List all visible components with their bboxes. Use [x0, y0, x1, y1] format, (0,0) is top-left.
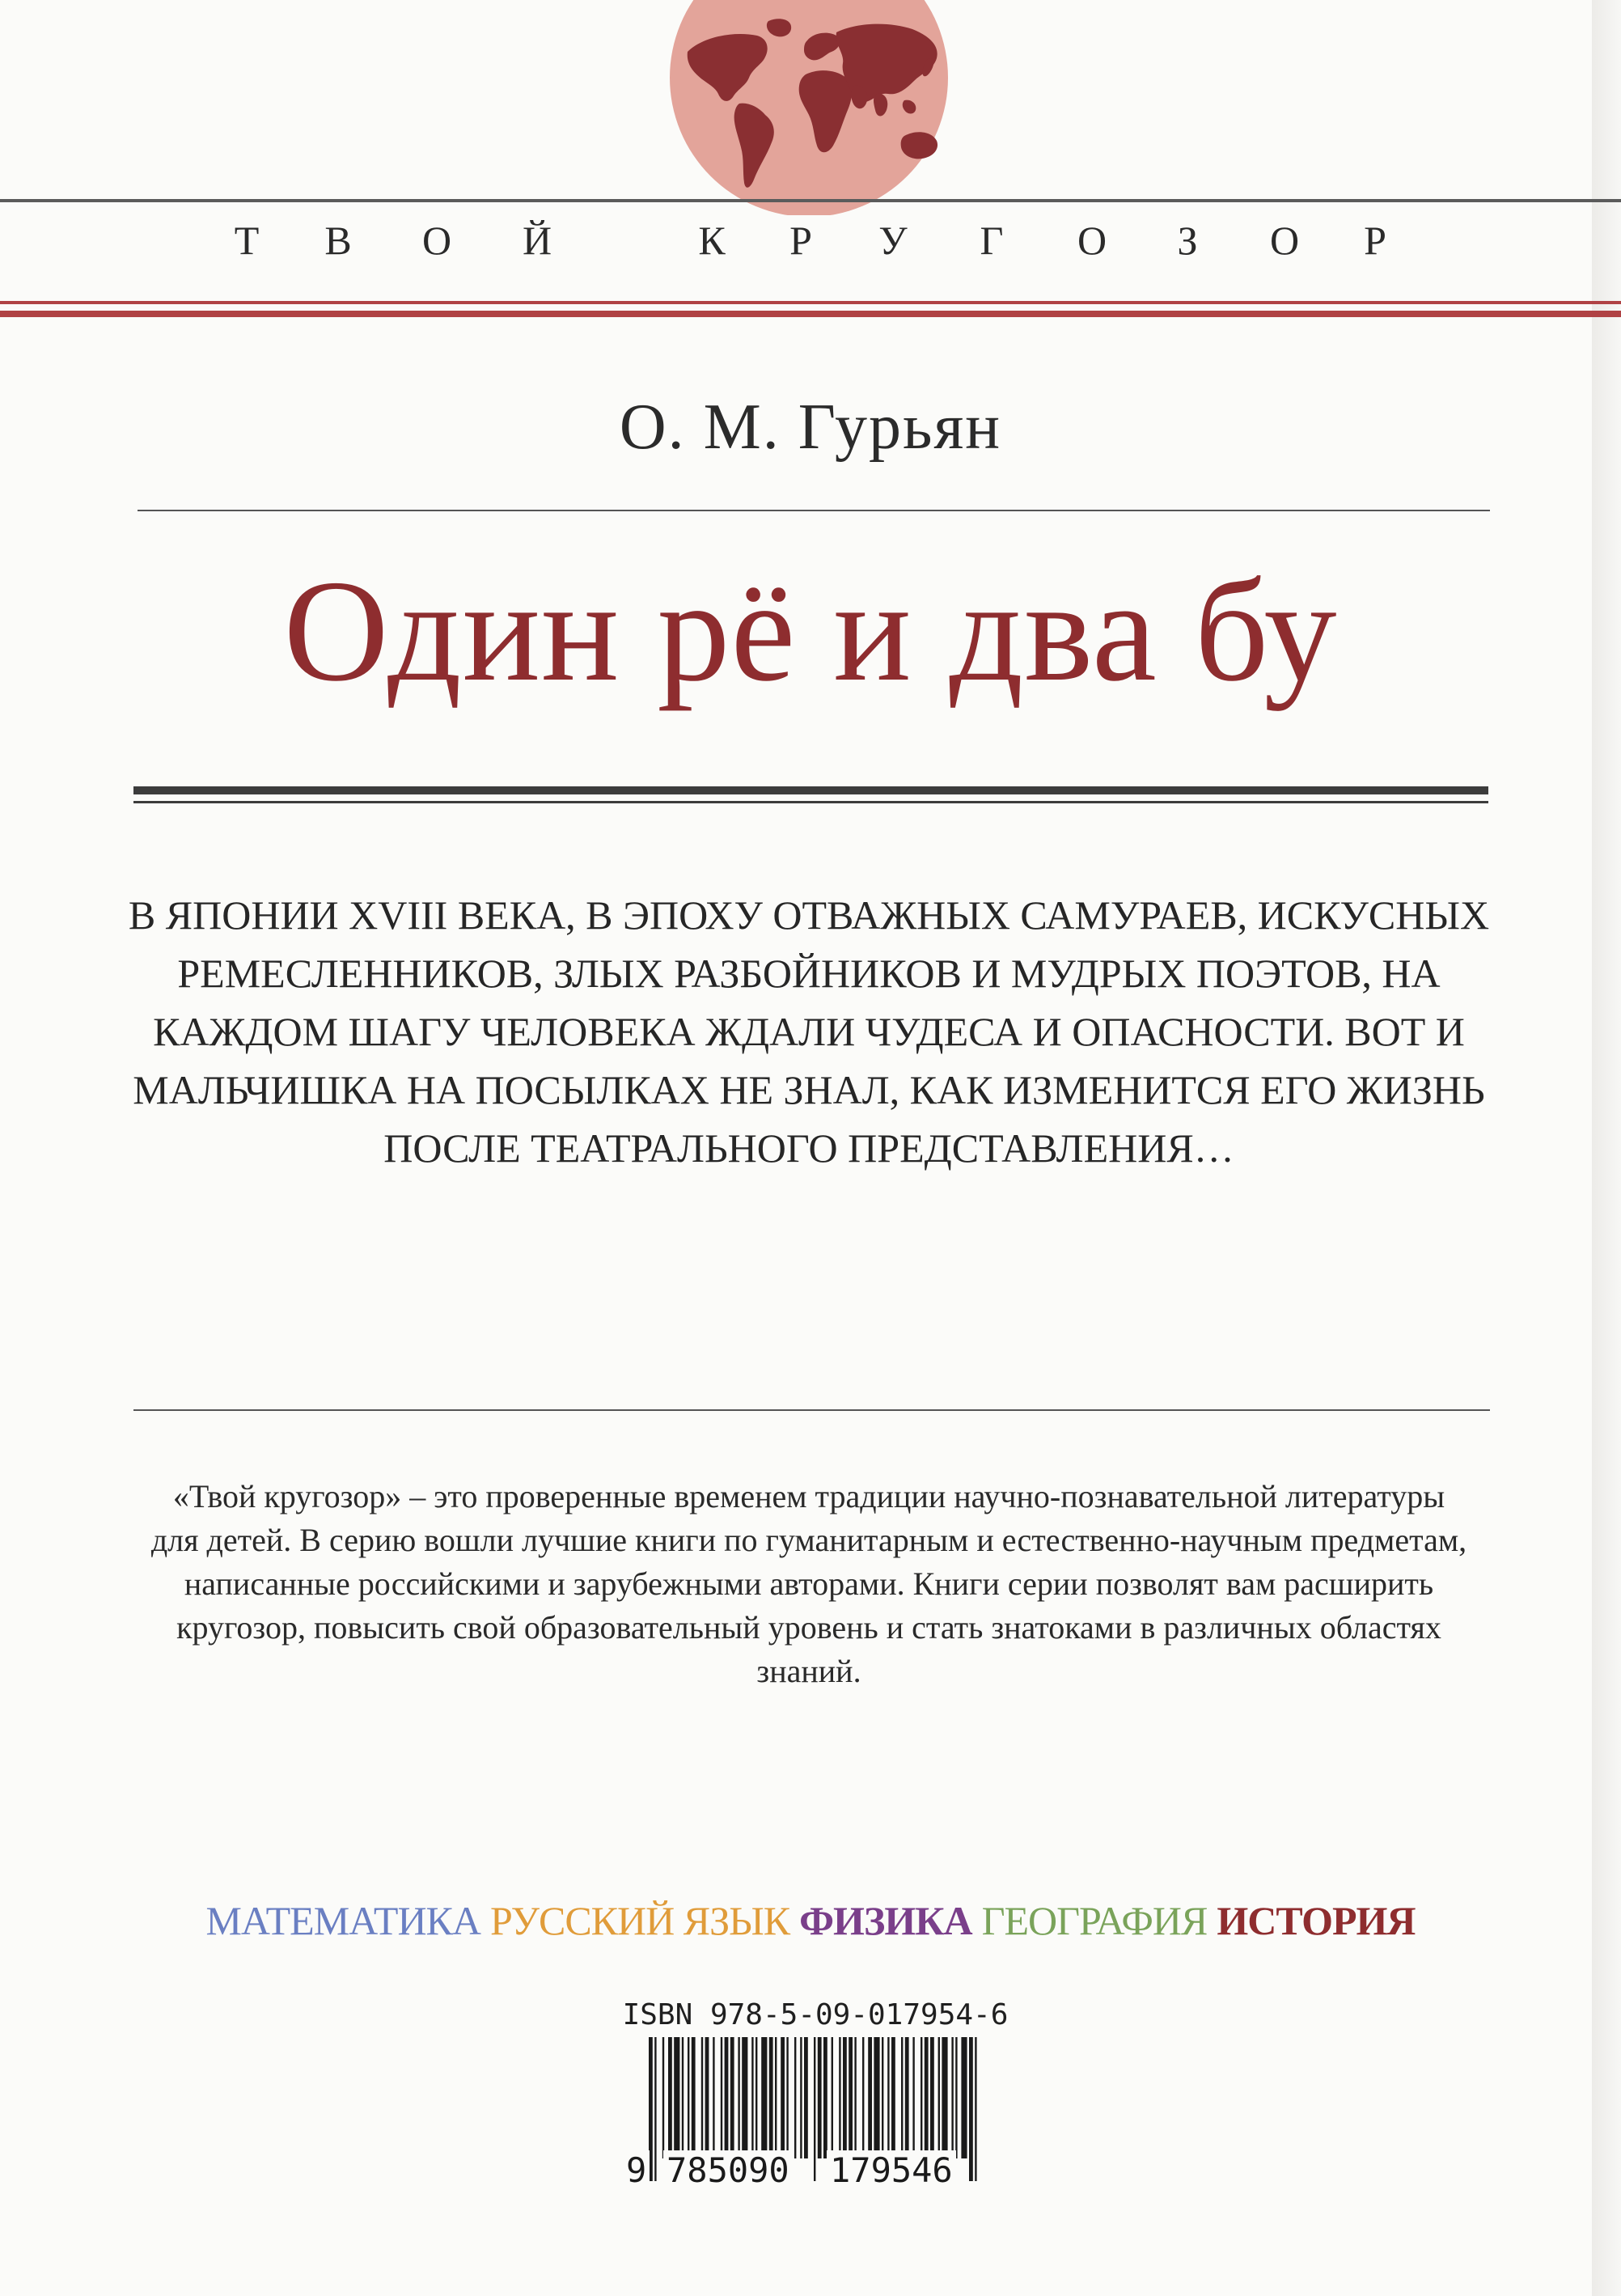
barcode-bar: [938, 2037, 940, 2158]
barcode-bar: [839, 2037, 840, 2158]
barcode-bar: [775, 2037, 777, 2158]
barcode-bar: [751, 2037, 753, 2158]
barcode-bar: [682, 2037, 684, 2158]
top-rule-red-2: [0, 311, 1621, 317]
series-letter: В: [324, 218, 352, 263]
barcode-bar: [951, 2037, 953, 2158]
series-letter: Р: [789, 218, 812, 263]
subject-geography: ГЕОГРАФИЯ: [981, 1898, 1208, 1943]
series-letter: У: [878, 218, 908, 263]
book-title: Один рё и два бу: [283, 550, 1338, 711]
series-letter: О: [1269, 218, 1300, 263]
barcode-bar: [969, 2037, 973, 2181]
series-letter: Г: [980, 218, 1004, 263]
barcode-bar: [874, 2037, 879, 2158]
barcode-bar: [930, 2037, 934, 2158]
blurb-rule: [133, 1409, 1490, 1411]
barcode-bar: [868, 2037, 872, 2158]
series-letter: Й: [522, 218, 552, 263]
series-letter: О: [1077, 218, 1107, 263]
barcode-lead-digit: 9: [623, 2150, 650, 2190]
isbn-number: ISBN 978-5-09-017954-6: [622, 1998, 1009, 2031]
barcode-bar: [769, 2037, 773, 2158]
barcode-bar: [921, 2037, 922, 2158]
barcode-bar: [891, 2037, 895, 2158]
barcode-group-1: 785090: [663, 2150, 793, 2190]
barcode-bar: [692, 2037, 696, 2158]
top-rule-red-1: [0, 301, 1621, 304]
barcode-bar: [832, 2037, 833, 2158]
series-letter: Р: [1364, 218, 1386, 263]
series-letter: Т: [234, 218, 260, 263]
barcode-bar: [761, 2037, 767, 2158]
barcode-bar: [730, 2037, 734, 2158]
barcode-bar: [701, 2037, 703, 2158]
barcode-bar: [854, 2037, 856, 2158]
barcode-bar: [887, 2037, 889, 2158]
title-rule-thin: [133, 801, 1488, 803]
barcode-bar: [721, 2037, 722, 2158]
barcode-bar: [804, 2037, 808, 2158]
barcode-bar: [662, 2037, 664, 2158]
top-rule-gray: [0, 199, 1621, 202]
barcode-bar: [975, 2037, 976, 2181]
book-blurb: В ЯПОНИИ XVIII ВЕКА, В ЭПОХУ ОТВАЖНЫХ САМУРАЕВ, ИСКУСНЫХ РЕМЕСЛЕННИКОВ, ЗЛЫХ РАЗБОЙНИКОВ И МУДРЫХ ПОЭТОВ, НА КАЖДОМ ШАГУ ЧЕЛОВЕКА ЖДАЛИ ЧУДЕСА И ОПАСНОСТИ. ВОТ И МАЛЬЧИШКА НА ПОСЫЛКАХ НЕ ЗНАЛ, КАК ИЗМЕНИТСЯ ЕГО ЖИЗНЬ ПОСЛЕ ТЕАТРАЛЬНОГО ПРЕДСТАВЛЕНИЯ…: [128, 892, 1490, 1171]
barcode-bar: [818, 2037, 822, 2158]
barcode-bar: [688, 2037, 689, 2158]
series-name: [0, 217, 1621, 282]
barcode-bar: [738, 2037, 739, 2158]
barcode-bar: [862, 2037, 864, 2158]
barcode-group-2: 179546: [827, 2150, 956, 2190]
author-name: О. М. Гурьян: [619, 392, 1002, 463]
barcode-bar: [755, 2037, 757, 2158]
series-letter: К: [698, 218, 726, 263]
barcode-bar: [814, 2037, 815, 2181]
barcode-bar: [905, 2037, 909, 2158]
author-rule: [138, 510, 1490, 511]
globe-logo-icon: [670, 0, 948, 215]
barcode-bar: [843, 2037, 847, 2158]
title-rule-thick: [133, 786, 1488, 794]
barcode-bar: [725, 2037, 729, 2158]
barcode-bar: [882, 2037, 883, 2158]
series-letter: З: [1177, 218, 1198, 263]
barcode-bar: [942, 2037, 947, 2158]
barcode-bar: [901, 2037, 903, 2158]
barcode-bar: [823, 2037, 827, 2158]
barcode-bar: [955, 2037, 957, 2158]
barcode-bar: [674, 2037, 679, 2158]
subject-russian: РУССКИЙ ЯЗЫК: [490, 1898, 790, 1943]
barcode-bar: [961, 2037, 967, 2158]
series-description: «Твой кругозор» – это проверенные временем традиции научно-познавательной литературы для детей. В серию вошли лучшие книги по гуманитарным и естественно-научным предметам, написанные российскими и зарубежными авторами. Книги серии позволят вам расширить кругозор, повысить свой образовательный уровень и стать знатоками в различных областях знаний.: [150, 1478, 1467, 1689]
barcode-bar: [786, 2037, 788, 2158]
barcode-bar: [912, 2037, 914, 2158]
barcode-bar: [713, 2037, 714, 2158]
barcode-bar: [705, 2037, 709, 2158]
subject-list: [0, 1897, 1621, 1944]
subject-history: ИСТОРИЯ: [1217, 1898, 1416, 1943]
barcode-bar: [654, 2037, 656, 2181]
barcode-bar: [668, 2037, 672, 2158]
barcode-bar: [781, 2037, 785, 2158]
barcode-bar: [849, 2037, 853, 2158]
barcode-bar: [742, 2037, 747, 2158]
barcode-bar: [800, 2037, 802, 2158]
subject-math: МАТЕМАТИКА: [205, 1898, 481, 1943]
barcode-bar: [794, 2037, 796, 2158]
spine-edge: [1592, 0, 1621, 2296]
series-letter: О: [421, 218, 452, 263]
barcode-bar: [925, 2037, 929, 2158]
subject-physics: ФИЗИКА: [799, 1898, 972, 1943]
